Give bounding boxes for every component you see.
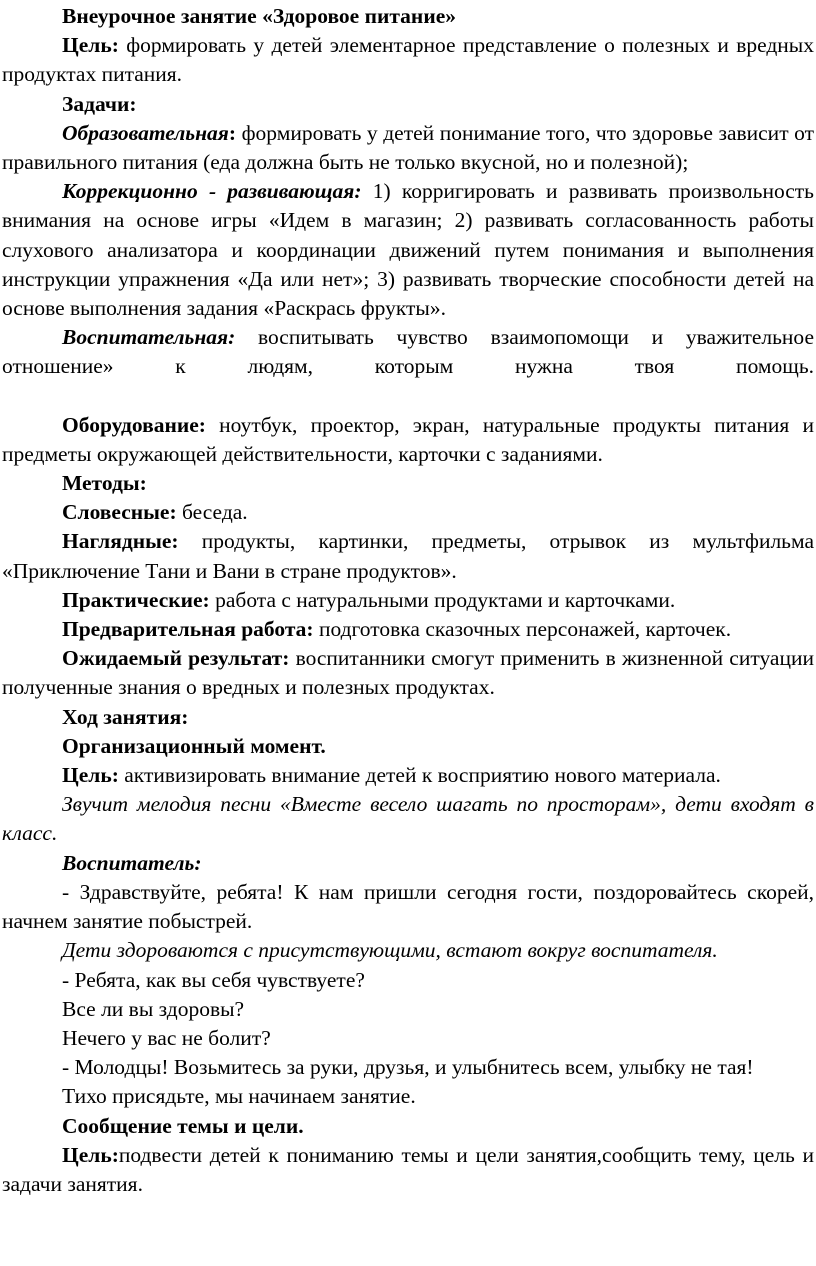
preliminary-text: подготовка сказочных персонажей, карточек. [313,617,732,642]
expected-text: воспитанники смогут применить в жизненной ситуации полученные знания о вредных и полезных продуктах. [2,646,814,700]
question-hurts-text: Нечего у вас не болит? [62,1025,271,1050]
task-educational-colon: : [228,120,237,145]
expected-label: Ожидаемый результат: [62,646,290,671]
question-feel [2,966,814,995]
greeting-text: - Здравствуйте, ребята! К нам пришли сегодня гости, поздоровайтесь скорей, начнем занятие побыстрей. [2,879,814,934]
stage-direction-greeting [2,936,814,965]
speaker-line [2,849,814,878]
task-educational [2,119,814,177]
speaker-label: Воспитатель: [62,850,202,875]
topic-goal-text: подвести детей к пониманию темы и цели занятия,сообщить тему, цель и задачи занятия. [2,1142,814,1196]
goal-paragraph [2,31,814,89]
question-hurts [2,1024,814,1053]
topic-goal-label: Цель: [62,1142,119,1167]
course-heading-text: Ход занятия: [62,704,189,729]
org-moment-heading-text: Организационный момент. [62,733,326,758]
task-upbringing [2,323,814,381]
org-moment-heading [2,732,814,761]
goal-label: Цель: [62,33,119,58]
method-verbal [2,498,814,527]
task-correctional-text: 1) корригировать и развивать произвольность внимания на основе игры «Идем в магазин; 2) развивать согласованность работы слухового анализатора и координации движений путем понимания и выполнения инструкции упражнения «Да или нет»; 3) развивать творческие способности детей на основе выполнения задания «Раскрась фрукты». [2,179,814,321]
stage-direction-music [2,790,814,848]
question-feel-text: - Ребята, как вы себя чувствуете? [62,967,365,992]
task-correctional [2,177,814,323]
sit-down-paragraph [2,1082,814,1111]
title-text: Внеурочное занятие «Здоровое питание» [62,4,457,28]
preliminary-paragraph [2,615,814,644]
task-correctional-label: Коррекционно - развивающая: [62,179,362,204]
method-practical [2,586,814,615]
course-heading [2,703,814,732]
equipment-label: Оборудование: [62,412,206,437]
blank-line [2,382,814,411]
method-practical-label: Практические: [62,587,210,612]
org-moment-goal [2,761,814,790]
method-verbal-text: беседа. [176,500,248,525]
topic-heading-text: Сообщение темы и цели. [62,1113,304,1138]
stage-direction-music-text: Звучит мелодия песни «Вместе весело шагать по просторам», дети входят в класс. [2,792,814,846]
task-educational-text: формировать у детей понимание того, что здоровье зависит от правильного питания (еда должна быть не только вкусной, но и полезной); [2,120,814,175]
goal-text: формировать у детей элементарное представление о полезных и вредных продуктах питания. [2,33,814,87]
topic-goal [2,1141,814,1199]
equipment-text: ноутбук, проектор, экран, натуральные продукты питания и предметы окружающей действительности, карточки с заданиями. [2,412,814,466]
topic-heading [2,1112,814,1141]
praise-paragraph [2,1053,814,1082]
org-moment-goal-text: активизировать внимание детей к восприятию нового материала. [118,763,721,788]
org-moment-goal-label: Цель: [62,763,119,788]
document-title [2,2,814,31]
method-practical-text: работа с натуральными продуктами и карточками. [209,587,676,612]
greeting-paragraph [2,878,814,936]
preliminary-label: Предварительная работа: [62,617,314,642]
question-healthy [2,995,814,1024]
expected-paragraph [2,644,814,702]
method-verbal-label: Словесные: [62,500,177,525]
task-educational-label: Образовательная [62,120,229,145]
tasks-heading-text: Задачи: [62,91,137,116]
task-upbringing-label: Воспитательная: [62,325,236,350]
praise-text: - Молодцы! Возьмитесь за руки, друзья, и улыбнитесь всем, улыбку не тая! [62,1055,754,1080]
methods-heading [2,469,814,498]
task-upbringing-text: воспитывать чувство взаимопомощи и уважительное отношение» к людям, которым нужна твоя помощь. [2,325,814,379]
tasks-heading [2,90,814,119]
equipment-paragraph [2,411,814,469]
methods-heading-text: Методы: [62,471,147,496]
question-healthy-text: Все ли вы здоровы? [62,996,245,1021]
stage-direction-greeting-text: Дети здороваются с присутствующими, встают вокруг воспитателя. [62,938,718,963]
method-visual [2,527,814,585]
method-visual-label: Наглядные: [62,529,179,554]
method-visual-text: продукты, картинки, предметы, отрывок из мультфильма «Приключение Тани и Вани в стране продуктов». [2,529,814,583]
sit-down-text: Тихо присядьте, мы начинаем занятие. [62,1084,416,1109]
